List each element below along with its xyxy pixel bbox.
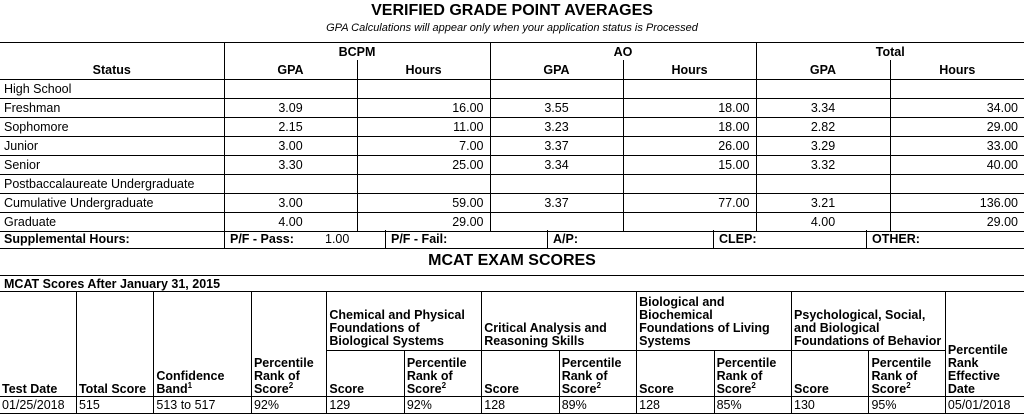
bcpm-hours-value: 59.00 <box>357 194 490 213</box>
bio-score-header: Score <box>637 350 714 396</box>
gpa-row-label: High School <box>0 80 224 99</box>
chem-percentile-header: Percentile Rank of Score$^2$ <box>404 350 481 396</box>
group-bcpm: BCPM <box>224 43 490 61</box>
total-score-header: Total Score <box>76 292 153 396</box>
ao-hours-header: Hours <box>623 60 756 80</box>
gpa-row-label: Postbaccalaureate Undergraduate <box>0 175 224 194</box>
bcpm-gpa-value: 3.00 <box>224 194 357 213</box>
supplemental-hours-row <box>0 230 1024 249</box>
total-gpa-value: 3.32 <box>756 156 890 175</box>
bcpm-hours-value: 7.00 <box>357 137 490 156</box>
gpa-row-label: Sophomore <box>0 118 224 137</box>
total-gpa-value: 4.00 <box>756 213 890 232</box>
total-hours-value: 136.00 <box>890 194 1024 213</box>
section-psych-header: Psychological, Social, and Biological Foundations of Behavior <box>792 292 946 350</box>
gpa-row <box>0 118 1024 137</box>
ao-hours-value: 15.00 <box>623 156 756 175</box>
total-gpa-value <box>756 175 890 194</box>
total-hours-header: Hours <box>890 60 1024 80</box>
ao-gpa-value <box>490 80 623 99</box>
chem-score-header: Score <box>327 350 404 396</box>
total-hours-value: 34.00 <box>890 99 1024 118</box>
total-percentile-header: Percentile Rank of Score$^2$ <box>251 292 326 396</box>
total-percentile-value: 92% <box>251 396 326 413</box>
chem-score-value: 129 <box>327 396 404 413</box>
other-label: OTHER: <box>872 232 920 246</box>
ao-hours-value <box>623 213 756 232</box>
gpa-row <box>0 137 1024 156</box>
gpa-row <box>0 194 1024 213</box>
cars-percentile-value: 89% <box>559 396 636 413</box>
mcat-subtitle: MCAT Scores After January 31, 2015 <box>0 275 1024 292</box>
bio-percentile-header: Percentile Rank of Score$^2$ <box>714 350 791 396</box>
bcpm-hours-value: 29.00 <box>357 213 490 232</box>
total-hours-value: 29.00 <box>890 118 1024 137</box>
gpa-row <box>0 156 1024 175</box>
bio-score-value: 128 <box>637 396 714 413</box>
total-gpa-value: 2.82 <box>756 118 890 137</box>
bcpm-hours-value: 11.00 <box>357 118 490 137</box>
confidence-band-value: 513 to 517 <box>154 396 252 413</box>
gpa-row-label: Cumulative Undergraduate <box>0 194 224 213</box>
bcpm-gpa-header: GPA <box>224 60 357 80</box>
ao-gpa-value: 3.37 <box>490 194 623 213</box>
ao-gpa-header: GPA <box>490 60 623 80</box>
ao-hours-value <box>623 80 756 99</box>
supplemental-label: Supplemental Hours: <box>4 232 130 246</box>
ao-hours-value: 18.00 <box>623 118 756 137</box>
gpa-row <box>0 213 1024 232</box>
bcpm-gpa-value <box>224 80 357 99</box>
ao-gpa-value: 3.37 <box>490 137 623 156</box>
mcat-table <box>0 292 1024 414</box>
total-hours-value: 33.00 <box>890 137 1024 156</box>
bcpm-gpa-value: 3.30 <box>224 156 357 175</box>
total-gpa-value: 3.29 <box>756 137 890 156</box>
pf-pass-value: 1.00 <box>325 232 350 246</box>
bcpm-hours-value: 25.00 <box>357 156 490 175</box>
confidence-band-header: Confidence Band$^1$ <box>154 292 252 396</box>
ao-hours-value: 18.00 <box>623 99 756 118</box>
effective-date-value: 05/01/2018 <box>945 396 1024 413</box>
gpa-row-label: Junior <box>0 137 224 156</box>
bcpm-hours-value <box>357 80 490 99</box>
ao-gpa-value: 3.55 <box>490 99 623 118</box>
ao-hours-value <box>623 175 756 194</box>
bcpm-gpa-value: 4.00 <box>224 213 357 232</box>
test-date-value: 01/25/2018 <box>0 396 76 413</box>
section-chem-header: Chemical and Physical Foundations of Biological Systems <box>327 292 482 350</box>
pf-pass-label: P/F - Pass: <box>230 232 294 246</box>
ao-hours-value: 26.00 <box>623 137 756 156</box>
bcpm-hours-header: Hours <box>357 60 490 80</box>
psych-score-header: Score <box>792 350 869 396</box>
pf-fail-label: P/F - Fail: <box>391 232 448 246</box>
status-header: Status <box>92 62 131 77</box>
total-hours-value <box>890 80 1024 99</box>
ao-gpa-value: 3.23 <box>490 118 623 137</box>
bio-percentile-value: 85% <box>714 396 791 413</box>
ao-gpa-value <box>490 175 623 194</box>
section-cars-header: Critical Analysis and Reasoning Skills <box>482 292 637 350</box>
gpa-table <box>0 42 1024 232</box>
gpa-row <box>0 80 1024 99</box>
group-ao: AO <box>490 43 756 61</box>
gpa-row <box>0 175 1024 194</box>
ao-hours-value: 77.00 <box>623 194 756 213</box>
mcat-title: MCAT EXAM SCORES <box>428 252 596 269</box>
gpa-title: VERIFIED GRADE POINT AVERAGES <box>371 2 653 19</box>
bcpm-gpa-value: 3.00 <box>224 137 357 156</box>
gpa-row-label: Senior <box>0 156 224 175</box>
ao-gpa-value: 3.34 <box>490 156 623 175</box>
gpa-row-label: Graduate <box>0 213 224 232</box>
test-date-header: Test Date <box>2 381 58 396</box>
section-bio-header: Biological and Biochemical Foundations of Living Systems <box>637 292 792 350</box>
gpa-row-label: Freshman <box>0 99 224 118</box>
gpa-row <box>0 99 1024 118</box>
bcpm-hours-value: 16.00 <box>357 99 490 118</box>
total-hours-value: 40.00 <box>890 156 1024 175</box>
total-hours-value <box>890 175 1024 194</box>
clep-label: CLEP: <box>719 232 757 246</box>
cars-score-value: 128 <box>482 396 559 413</box>
total-gpa-value: 3.21 <box>756 194 890 213</box>
mcat-score-row <box>0 396 1024 413</box>
bcpm-gpa-value: 2.15 <box>224 118 357 137</box>
cars-score-header: Score <box>482 350 559 396</box>
psych-percentile-header: Percentile Rank of Score$^2$ <box>869 350 945 396</box>
psych-percentile-value: 95% <box>869 396 945 413</box>
percentile-effective-header: Percentile Rank Effective Date <box>945 292 1024 396</box>
gpa-subtitle: GPA Calculations will appear only when your application status is Processed <box>326 22 698 34</box>
total-gpa-header: GPA <box>756 60 890 80</box>
cars-percentile-header: Percentile Rank of Score$^2$ <box>559 350 636 396</box>
bcpm-gpa-value <box>224 175 357 194</box>
ao-gpa-value <box>490 213 623 232</box>
bcpm-gpa-value: 3.09 <box>224 99 357 118</box>
total-score-value: 515 <box>76 396 153 413</box>
ap-label: A/P: <box>553 232 578 246</box>
group-total: Total <box>756 43 1024 61</box>
bcpm-hours-value <box>357 175 490 194</box>
total-hours-value: 29.00 <box>890 213 1024 232</box>
chem-percentile-value: 92% <box>404 396 481 413</box>
total-gpa-value: 3.34 <box>756 99 890 118</box>
psych-score-value: 130 <box>792 396 869 413</box>
total-gpa-value <box>756 80 890 99</box>
